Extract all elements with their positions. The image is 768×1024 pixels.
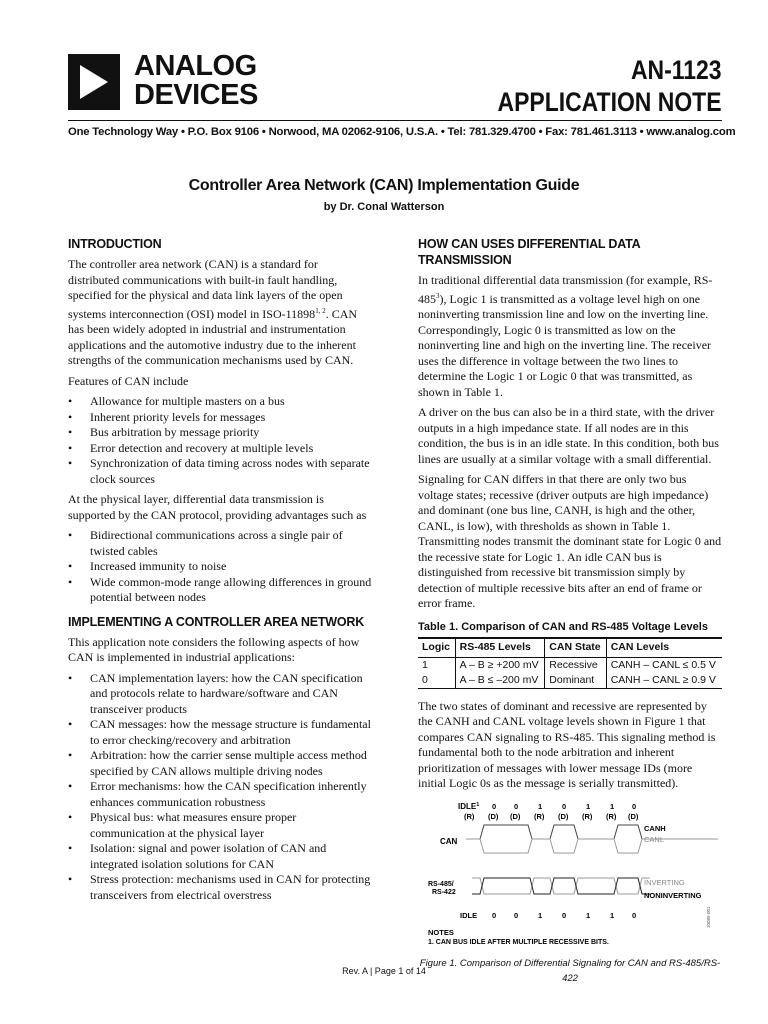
company-address: One Technology Way • P.O. Box 9106 • Norwood, MA 02062-9106, U.S.A. • Tel: 781.329.4700 • Fax: 781.461.3113 • www.analog.com xyxy=(68,126,736,138)
top-state-label: (D) xyxy=(510,811,521,821)
bullet-icon: • xyxy=(68,810,73,824)
bullet-icon: • xyxy=(68,841,73,855)
differential-paragraph-3: Signaling for CAN differs in that there are only two bus voltage states; recessive (driver outputs are high impedance) and dominant (one bus line, CANH, is high and the other, CANL, is low), with thresholds as shown in Table 1. Transmitting nodes transmit the dominant state for Logic 0 and the recessive state for Logic 1. An idle CAN bus is distinguished from recessive bit transmission simply by detection of multiple recessive bits after an end of frame or error frame. xyxy=(418,472,722,610)
intro-p1-text: The controller area network (CAN) is a standard for distributed communications with built-in fault handling, specified for the physical and data link layers of the open systems interconnection (OSI) model in ISO-11898 xyxy=(68,257,343,321)
top-state-label: (R) xyxy=(534,811,545,821)
advantage-item-text: Bidirectional communications across a single pair of twisted cables xyxy=(90,528,343,558)
logo-line-1: ANALOG xyxy=(134,50,257,82)
aspect-item-text: Isolation: signal and power isolation of CAN and integrated isolation solutions for CAN xyxy=(90,841,327,871)
document-number: AN-1123 xyxy=(631,55,722,85)
canh-label: CANH xyxy=(644,823,666,833)
page-footer: Rev. A | Page 1 of 14 xyxy=(342,966,426,976)
aspect-item-text: CAN messages: how the message structure is fundamental to error checking/recovery and arbitration xyxy=(90,717,371,747)
aspect-item xyxy=(68,779,372,810)
table-cell: Dominant xyxy=(545,673,606,689)
table-caption: Table 1. Comparison of CAN and RS-485 Voltage Levels xyxy=(418,620,708,633)
advantage-item xyxy=(68,559,372,575)
section-heading-implementing: IMPLEMENTING A CONTROLLER AREA NETWORK xyxy=(68,614,365,629)
intro-paragraph-3: At the physical layer, differential data transmission is supported by the CAN protocol, providing advantages such as xyxy=(68,492,367,522)
figure-1 xyxy=(418,800,722,954)
feature-item-text: Allowance for multiple masters on a bus xyxy=(90,394,285,408)
table-cell: Recessive xyxy=(545,657,606,673)
table-header-cell: CAN Levels xyxy=(606,638,722,657)
top-state-label: (R) xyxy=(582,811,593,821)
diff-p1-b: ), Logic 1 is transmitted as a voltage level high on one noninverting transmission line and low on the inverting line. Correspondingly, Logic 0 is transmitted as low on the noninverting line and high on the inverting line. The receiver uses the difference in voltage between the two lines to determine the Logic 1 or Logic 0 that was transmitted, as shown in Table 1. xyxy=(418,291,712,399)
bullet-icon: • xyxy=(68,872,73,886)
bullet-icon: • xyxy=(68,528,73,542)
noninverting-waveform xyxy=(472,878,650,894)
bottom-bit-label: 0 xyxy=(514,910,519,920)
bottom-bit-label: 1 xyxy=(610,910,615,920)
aspects-list xyxy=(68,671,372,904)
top-bit-label: 0 xyxy=(632,801,637,811)
section-heading-differential: HOW CAN USES DIFFERENTIAL DATA TRANSMISSION xyxy=(418,237,641,267)
bullet-icon: • xyxy=(68,717,73,731)
top-state-labels xyxy=(488,812,639,821)
intro-paragraph-2: Features of CAN include xyxy=(68,373,189,388)
feature-item xyxy=(68,425,372,441)
header-divider xyxy=(68,120,722,121)
aspect-item xyxy=(68,748,372,779)
bullet-icon: • xyxy=(68,409,73,424)
table-cell: 1 xyxy=(422,658,428,671)
table-cell: CANH – CANL ≥ 0.9 V xyxy=(606,673,722,689)
table-cell: 0 xyxy=(418,673,455,689)
canl-waveform xyxy=(466,839,718,853)
differential-paragraph-2: A driver on the bus can also be in a third state, with the driver outputs in a high impedance state. If all nodes are in this condition, the bus is in an idle state. In this condition, both bus lines are usually at a similar voltage with a small differential. xyxy=(418,405,719,466)
bottom-bit-label: 0 xyxy=(562,910,567,920)
top-bit-label: 1 xyxy=(586,801,591,811)
noninverting-label: NONINVERTING xyxy=(644,890,702,900)
aspect-item-text: Stress protection: mechanisms used in CAN for protecting transceivers from electrical overstress xyxy=(90,872,371,902)
differential-paragraph-1 xyxy=(418,273,722,400)
features-list xyxy=(68,394,372,487)
table-row xyxy=(418,673,722,689)
top-bit-label: 1 xyxy=(610,801,615,811)
table-cell: CANH – CANL ≤ 0.5 V xyxy=(606,657,722,673)
aspect-item-text: Error mechanisms: how the CAN specification inherently enhances communication robustness xyxy=(90,779,367,809)
can-label: CAN xyxy=(440,836,458,846)
notes-title: NOTES xyxy=(428,927,454,937)
left-column xyxy=(68,236,372,908)
idle-label: IDLE$^1$ xyxy=(458,801,480,811)
feature-item-text: Inherent priority levels for messages xyxy=(90,409,266,424)
aspect-item xyxy=(68,671,372,718)
table-row xyxy=(418,657,722,673)
rs485-label-line-2: RS-422 xyxy=(432,888,456,896)
advantage-item-text: Wide common-mode range allowing differences in ground potential between nodes xyxy=(90,574,372,604)
bullet-icon: • xyxy=(68,456,73,470)
bullet-icon: • xyxy=(68,440,73,455)
bullet-icon: • xyxy=(68,394,73,408)
aspect-item xyxy=(68,872,372,903)
top-bit-label: 0 xyxy=(492,801,497,811)
notes-text: 1. CAN BUS IDLE AFTER MULTIPLE RECESSIVE BITS. xyxy=(428,938,609,946)
bullet-icon: • xyxy=(68,779,73,793)
top-state-label: (D) xyxy=(558,811,569,821)
feature-item xyxy=(68,410,372,426)
analog-devices-logo-icon xyxy=(68,54,120,110)
aspect-item-text: Arbitration: how the carrier sense multiple access method specified by CAN allows multiple driving nodes xyxy=(90,748,367,778)
table-cell: A – B ≤ –200 mV xyxy=(455,673,545,689)
author-line: by Dr. Conal Watterson xyxy=(323,201,445,213)
bottom-bit-label: 1 xyxy=(538,910,543,920)
aspect-item-text: Physical bus: what measures ensure proper communication at the physical layer xyxy=(90,810,297,840)
aspect-item xyxy=(68,717,372,748)
page-title: Controller Area Network (CAN) Implementation Guide xyxy=(188,177,580,194)
bullet-icon: • xyxy=(68,670,73,685)
feature-item xyxy=(68,441,372,457)
implementing-paragraph: This application note considers the following aspects of how CAN is implemented in industrial applications: xyxy=(68,634,360,664)
aspect-item-text: CAN implementation layers: how the CAN specification and protocols relate to hardware/software and CAN transceiver products xyxy=(90,670,363,716)
table-header-cell: CAN State xyxy=(545,638,606,657)
rs485-label-line-1: RS-485/ xyxy=(428,880,454,888)
bullet-icon: • xyxy=(68,748,73,762)
bullet-icon: • xyxy=(68,425,73,439)
signaling-diagram xyxy=(418,800,722,954)
differential-paragraph-4: The two states of dominant and recessive are represented by the CANH and CANL voltage levels shown in Figure 1 that compares CAN signaling to RS-485. This signaling method is fundamental both to the node arbitration and inherent prioritization of messages with lower message IDs (more initial Logic 0s as the message is serially transmitted). xyxy=(418,698,716,790)
bottom-idle-label: IDLE xyxy=(460,910,478,920)
feature-item-text: Error detection and recovery at multiple levels xyxy=(90,440,314,455)
right-column xyxy=(418,236,722,987)
top-bit-labels xyxy=(492,802,636,811)
top-bit-label: 0 xyxy=(562,801,567,811)
table-header-cell: Logic xyxy=(418,638,455,657)
table-body xyxy=(418,657,722,688)
intro-footnote-ref: 1, 2 xyxy=(315,306,326,315)
section-heading-introduction: INTRODUCTION xyxy=(68,237,162,251)
logo-line-2: DEVICES xyxy=(134,79,258,111)
aspect-item xyxy=(68,810,372,841)
inverting-waveform xyxy=(472,878,650,894)
top-state-label: (D) xyxy=(628,811,639,821)
feature-item xyxy=(68,394,372,410)
table-header-cell: RS-485 Levels xyxy=(455,638,545,657)
intro-paragraph-1 xyxy=(68,257,372,369)
canh-waveform xyxy=(466,825,718,839)
canl-label: CANL xyxy=(644,834,665,844)
table-cell: A – B ≥ +200 mV xyxy=(455,657,545,673)
aspect-item xyxy=(68,841,372,872)
advantage-item-text: Increased immunity to noise xyxy=(90,559,227,573)
diff-footnote-ref: 3 xyxy=(436,291,440,300)
figure-caption: Figure 1. Comparison of Differential Signaling for CAN and RS-485/RS-422 xyxy=(419,957,721,984)
idle-state-label: (R) xyxy=(464,811,475,821)
voltage-levels-table xyxy=(418,637,722,689)
figure-id: 10085-001 xyxy=(706,905,711,928)
advantages-list xyxy=(68,528,372,606)
top-bit-label: 0 xyxy=(514,801,519,811)
bullet-icon: • xyxy=(68,559,73,573)
advantage-item xyxy=(68,575,372,606)
advantage-item xyxy=(68,528,372,559)
table-header-row xyxy=(418,638,722,657)
top-bit-label: 1 xyxy=(538,801,543,811)
feature-item-text: Bus arbitration by message priority xyxy=(90,425,260,439)
bottom-bit-label: 0 xyxy=(632,910,637,920)
logo-wordmark xyxy=(134,52,258,110)
bottom-bit-label: 1 xyxy=(586,910,591,920)
intro-p1-end: . CAN has been widely adopted in industrial and instrumentation applications and the automotive industry due to the inherent strengths of the communication mechanisms used by CAN. xyxy=(68,306,358,367)
bottom-bit-labels xyxy=(492,911,636,920)
bullet-icon: • xyxy=(68,574,73,589)
feature-item-text: Synchronization of data timing across nodes with separate clock sources xyxy=(90,456,370,486)
diff-p1-a: In traditional differential data transmission (for example, RS-485 xyxy=(418,273,713,306)
top-state-label: (R) xyxy=(606,811,617,821)
top-state-label: (D) xyxy=(488,811,499,821)
feature-item xyxy=(68,456,372,487)
inverting-label: INVERTING xyxy=(644,877,685,887)
bottom-bit-label: 0 xyxy=(492,910,497,920)
document-type: APPLICATION NOTE xyxy=(498,87,722,117)
